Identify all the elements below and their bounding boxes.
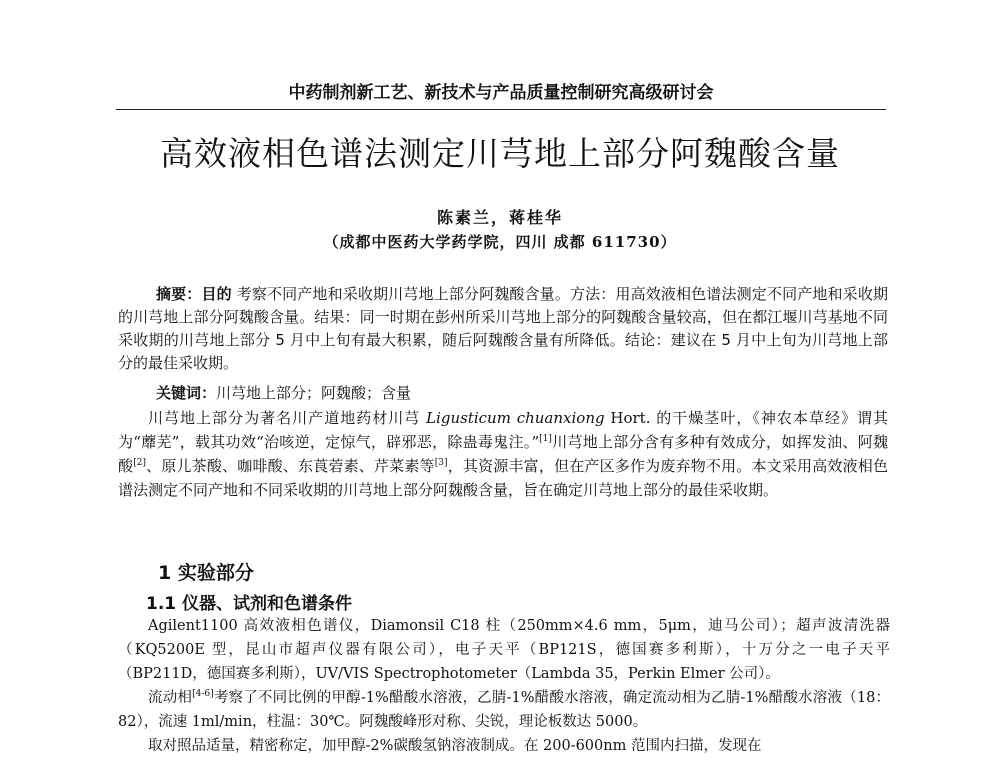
- mobile-phase-text-1: 流动相: [148, 690, 193, 706]
- affiliation: （成都中医药大学药学院，四川 成都 611730）: [323, 233, 677, 251]
- abstract-label: 摘要：: [156, 285, 202, 303]
- paper-title: 高效液相色谱法测定川芎地上部分阿魏酸含量: [160, 134, 840, 173]
- intro-text-5: ，其资源丰富，但在产区多作为废弃物不用。本文采用高效液相色谱法测定不同产地和不同采收期的川芎地上部分阿魏酸含量，旨在确定川芎地上部分的最佳采收期。: [118, 457, 888, 499]
- intro-text-2: Hort. 的干燥茎叶，《神农本草经》谓其为“蘼芜”，载其功效“治咳逆，定惊气，辟邪恶，除蛊毒鬼注。”: [118, 409, 888, 451]
- latin-name: Ligusticum chuanxiong: [426, 409, 605, 427]
- citation-3: [3]: [434, 458, 448, 468]
- citation-4-6: [4-6]: [192, 689, 214, 700]
- conference-header: 中药制剂新工艺、新技术与产品质量控制研究高级研讨会: [116, 82, 886, 110]
- instruments-paragraph: Agilent1100 高效液相色谱仪，Diamonsil C18 柱（250mm×4.6 mm，5μm，迪马公司）；超声波清洗器（KQ5200E 型，昆山市超声仪器有限公司），电子天平（BP121S，德国赛多利斯），十万分之一电子天平（BP211D，德国赛多利斯），UV/VIS Spectrophotometer（Lambda 35，Perkin Elmer 公司）。: [118, 618, 890, 682]
- citation-2: [2]: [133, 458, 146, 468]
- abstract-objective-label: 目的: [201, 285, 232, 303]
- mobile-phase-paragraph: [118, 686, 890, 734]
- keywords-text: 川芎地上部分；阿魏酸；含量: [216, 384, 412, 402]
- intro-paragraph: [118, 406, 888, 502]
- authors: 陈素兰，蒋桂华: [436, 208, 563, 227]
- section-1-1-heading: 1.1 仪器、试剂和色谱条件: [146, 594, 353, 614]
- abstract-text: 考察不同产地和采收期川芎地上部分阿魏酸含量。方法：用高效液相色谱法测定不同产地和采收期的川芎地上部分阿魏酸含量。结果：同一时期在彭州所采川芎地上部分的阿魏酸含量较高，但在都江堰川芎基地不同采收期的川芎地上部分 5 月中上旬有最大积累，随后阿魏酸含量有所降低。结论：建议在 5 月中上旬为川芎地上部分的最佳采收期。: [118, 285, 888, 372]
- citation-1: [1]: [539, 434, 552, 444]
- intro-text-4: 、原儿茶酸、咖啡酸、东莨菪素、芹菜素等: [145, 457, 435, 475]
- keywords-label: 关键词：: [156, 384, 217, 402]
- keywords: [156, 382, 886, 404]
- intro-text-3: 川芎地上部分含有多种有效成分，如挥发油、阿魏酸: [118, 433, 888, 475]
- mobile-phase-text-2: 考察了不同比例的甲醇-1%醋酸水溶液，乙腈-1%醋酸水溶液，确定流动相为乙腈-1%醋酸水溶液（18：82），流速 1ml/min，柱温：30℃。阿魏酸峰形对称、尖锐，理论板数达 5000。: [118, 690, 890, 730]
- section-1-heading: 1 实验部分: [158, 562, 254, 584]
- intro-text-1: 川芎地上部分为著名川产道地药材川芎: [148, 409, 427, 427]
- reference-prep-paragraph: 取对照品适量，精密称定，加甲醇-2%碳酸氢钠溶液制成。在 200-600nm 范围内扫描，发现在: [148, 738, 762, 754]
- abstract: [118, 283, 888, 375]
